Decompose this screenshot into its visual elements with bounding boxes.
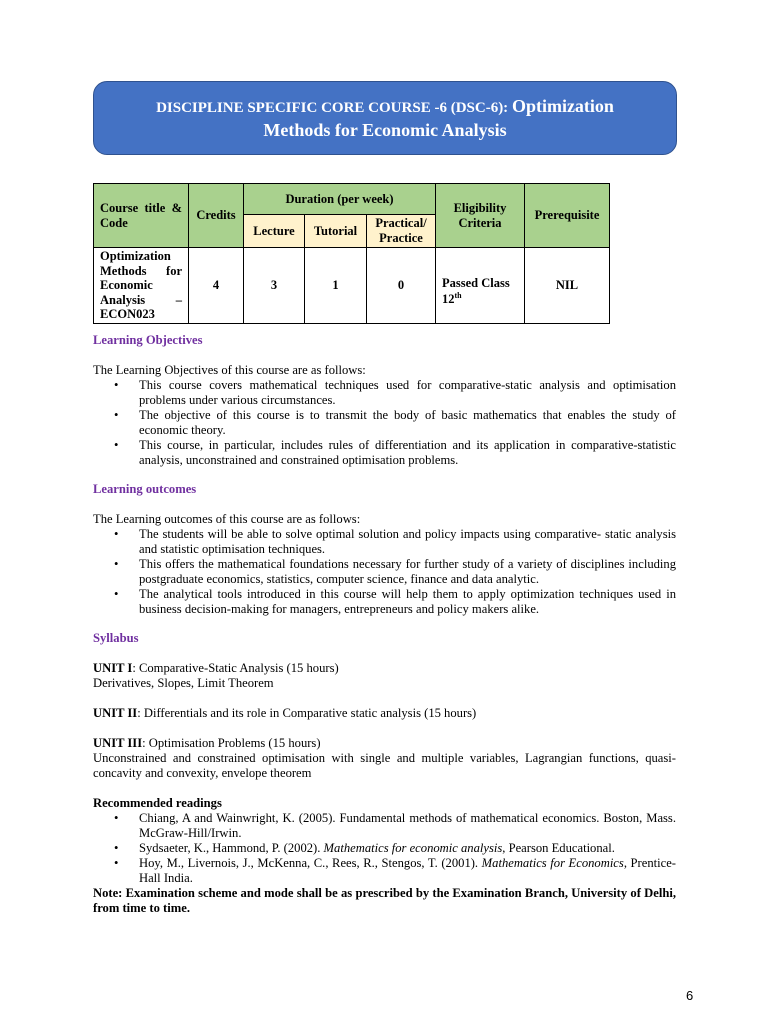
document-body — [93, 333, 676, 916]
cell-eligibility-text: Passed Class 12 — [442, 276, 510, 307]
unit-1-title — [93, 661, 676, 676]
banner-line1-title: Optimization — [511, 96, 614, 116]
reading-2-authors: Sydsaeter, K., Hammond, P. (2002). — [139, 841, 324, 855]
course-details-table — [93, 183, 610, 324]
learning-outcomes-list — [93, 527, 676, 617]
readings-list — [93, 811, 676, 886]
banner-line1-prefix: DISCIPLINE SPECIFIC CORE COURSE -6 (DSC-6): — [156, 100, 512, 116]
reading-1-text: Chiang, A and Wainwright, K. (2005). Fundamental methods of mathematical economics. Boston, Mass. McGraw-Hill/Irwin. — [139, 811, 676, 840]
list-item: • The students will be able to solve optimal solution and policy impacts using comparative- static analysis and statistic optimisation techniques. — [139, 527, 676, 557]
cell-tutorial: 1 — [305, 248, 367, 324]
list-item: • This offers the mathematical foundations necessary for further study of a variety of disciplines including postgraduate economics, statistics, computer science, finance and data analytic. — [139, 557, 676, 587]
readings-heading: Recommended readings — [93, 796, 222, 810]
header-duration: Duration (per week) — [244, 184, 436, 215]
table-row — [94, 248, 610, 324]
list-item — [139, 841, 676, 856]
table-header-row — [94, 184, 610, 215]
header-credits: Credits — [189, 184, 244, 248]
header-prerequisite: Prerequisite — [525, 184, 610, 248]
cell-prerequisite: NIL — [525, 248, 610, 324]
cell-eligibility-sup: th — [454, 291, 462, 301]
unit-2-heading: : Differentials and its role in Comparative static analysis (15 hours) — [137, 706, 477, 720]
unit-1-heading: : Comparative-Static Analysis (15 hours) — [132, 661, 339, 675]
list-item — [139, 856, 676, 886]
reading-3-publisher: , Prentice-Hall India. — [139, 856, 676, 885]
reading-3-title: Mathematics for Economics — [481, 856, 624, 870]
unit-2-label: UNIT II — [93, 706, 138, 720]
list-item — [139, 811, 676, 841]
header-practical: Practical/ Practice — [367, 215, 436, 248]
header-tutorial: Tutorial — [305, 215, 367, 248]
course-title-banner — [93, 81, 677, 155]
reading-2-title: Mathematics for economic analysis — [323, 841, 503, 855]
banner-line2: Methods for Economic Analysis — [263, 120, 507, 140]
syllabus-heading: Syllabus — [93, 631, 139, 645]
cell-lecture: 3 — [244, 248, 305, 324]
list-item: • The analytical tools introduced in this course will help them to apply optimization techniques used in business decision-making for managers, entrepreneurs and policy makers alike. — [139, 587, 676, 617]
cell-credits: 4 — [189, 248, 244, 324]
learning-objectives-heading: Learning Objectives — [93, 333, 203, 347]
list-item: • This course covers mathematical techniques used for comparative-static analysis and optimisation problems under various circumstances. — [139, 378, 676, 408]
header-lecture: Lecture — [244, 215, 305, 248]
unit-1-content: Derivatives, Slopes, Limit Theorem — [93, 676, 274, 690]
cell-course-title: Optimization Methods for Economic Analysis – ECON023 — [94, 248, 189, 324]
list-item: • This course, in particular, includes rules of differentiation and its application in comparative-statistic analysis, unconstrained and constrained optimisation problems. — [139, 438, 676, 468]
reading-3-authors: Hoy, M., Livernois, J., McKenna, C., Rees, R., Stengos, T. (2001). — [139, 856, 482, 870]
examination-note: Note: Examination scheme and mode shall be as prescribed by the Examination Branch, University of Delhi, from time to time. — [93, 886, 676, 915]
header-eligibility: Eligibility Criteria — [436, 184, 525, 248]
cell-practical: 0 — [367, 248, 436, 324]
learning-objectives-list — [93, 378, 676, 468]
page-number: 6 — [686, 988, 694, 1003]
unit-3-label: UNIT III — [93, 736, 143, 750]
unit-3-title — [93, 736, 676, 751]
cell-eligibility — [436, 248, 525, 324]
learning-outcomes-heading: Learning outcomes — [93, 482, 197, 496]
list-item: • The objective of this course is to transmit the body of basic mathematics that enables the study of economic theory. — [139, 408, 676, 438]
learning-objectives-intro: The Learning Objectives of this course are as follows: — [93, 363, 366, 377]
header-course-title: Course title & Code — [94, 184, 189, 248]
unit-2-title — [93, 706, 676, 721]
reading-2-publisher: , Pearson Educational. — [502, 841, 615, 855]
learning-outcomes-intro: The Learning outcomes of this course are as follows: — [93, 512, 361, 526]
unit-3-heading: : Optimisation Problems (15 hours) — [142, 736, 321, 750]
unit-1-label: UNIT I — [93, 661, 133, 675]
unit-3-content: Unconstrained and constrained optimisation with single and multiple variables, Lagrangian functions, quasi-concavity and convexity, envelope theorem — [93, 751, 676, 780]
